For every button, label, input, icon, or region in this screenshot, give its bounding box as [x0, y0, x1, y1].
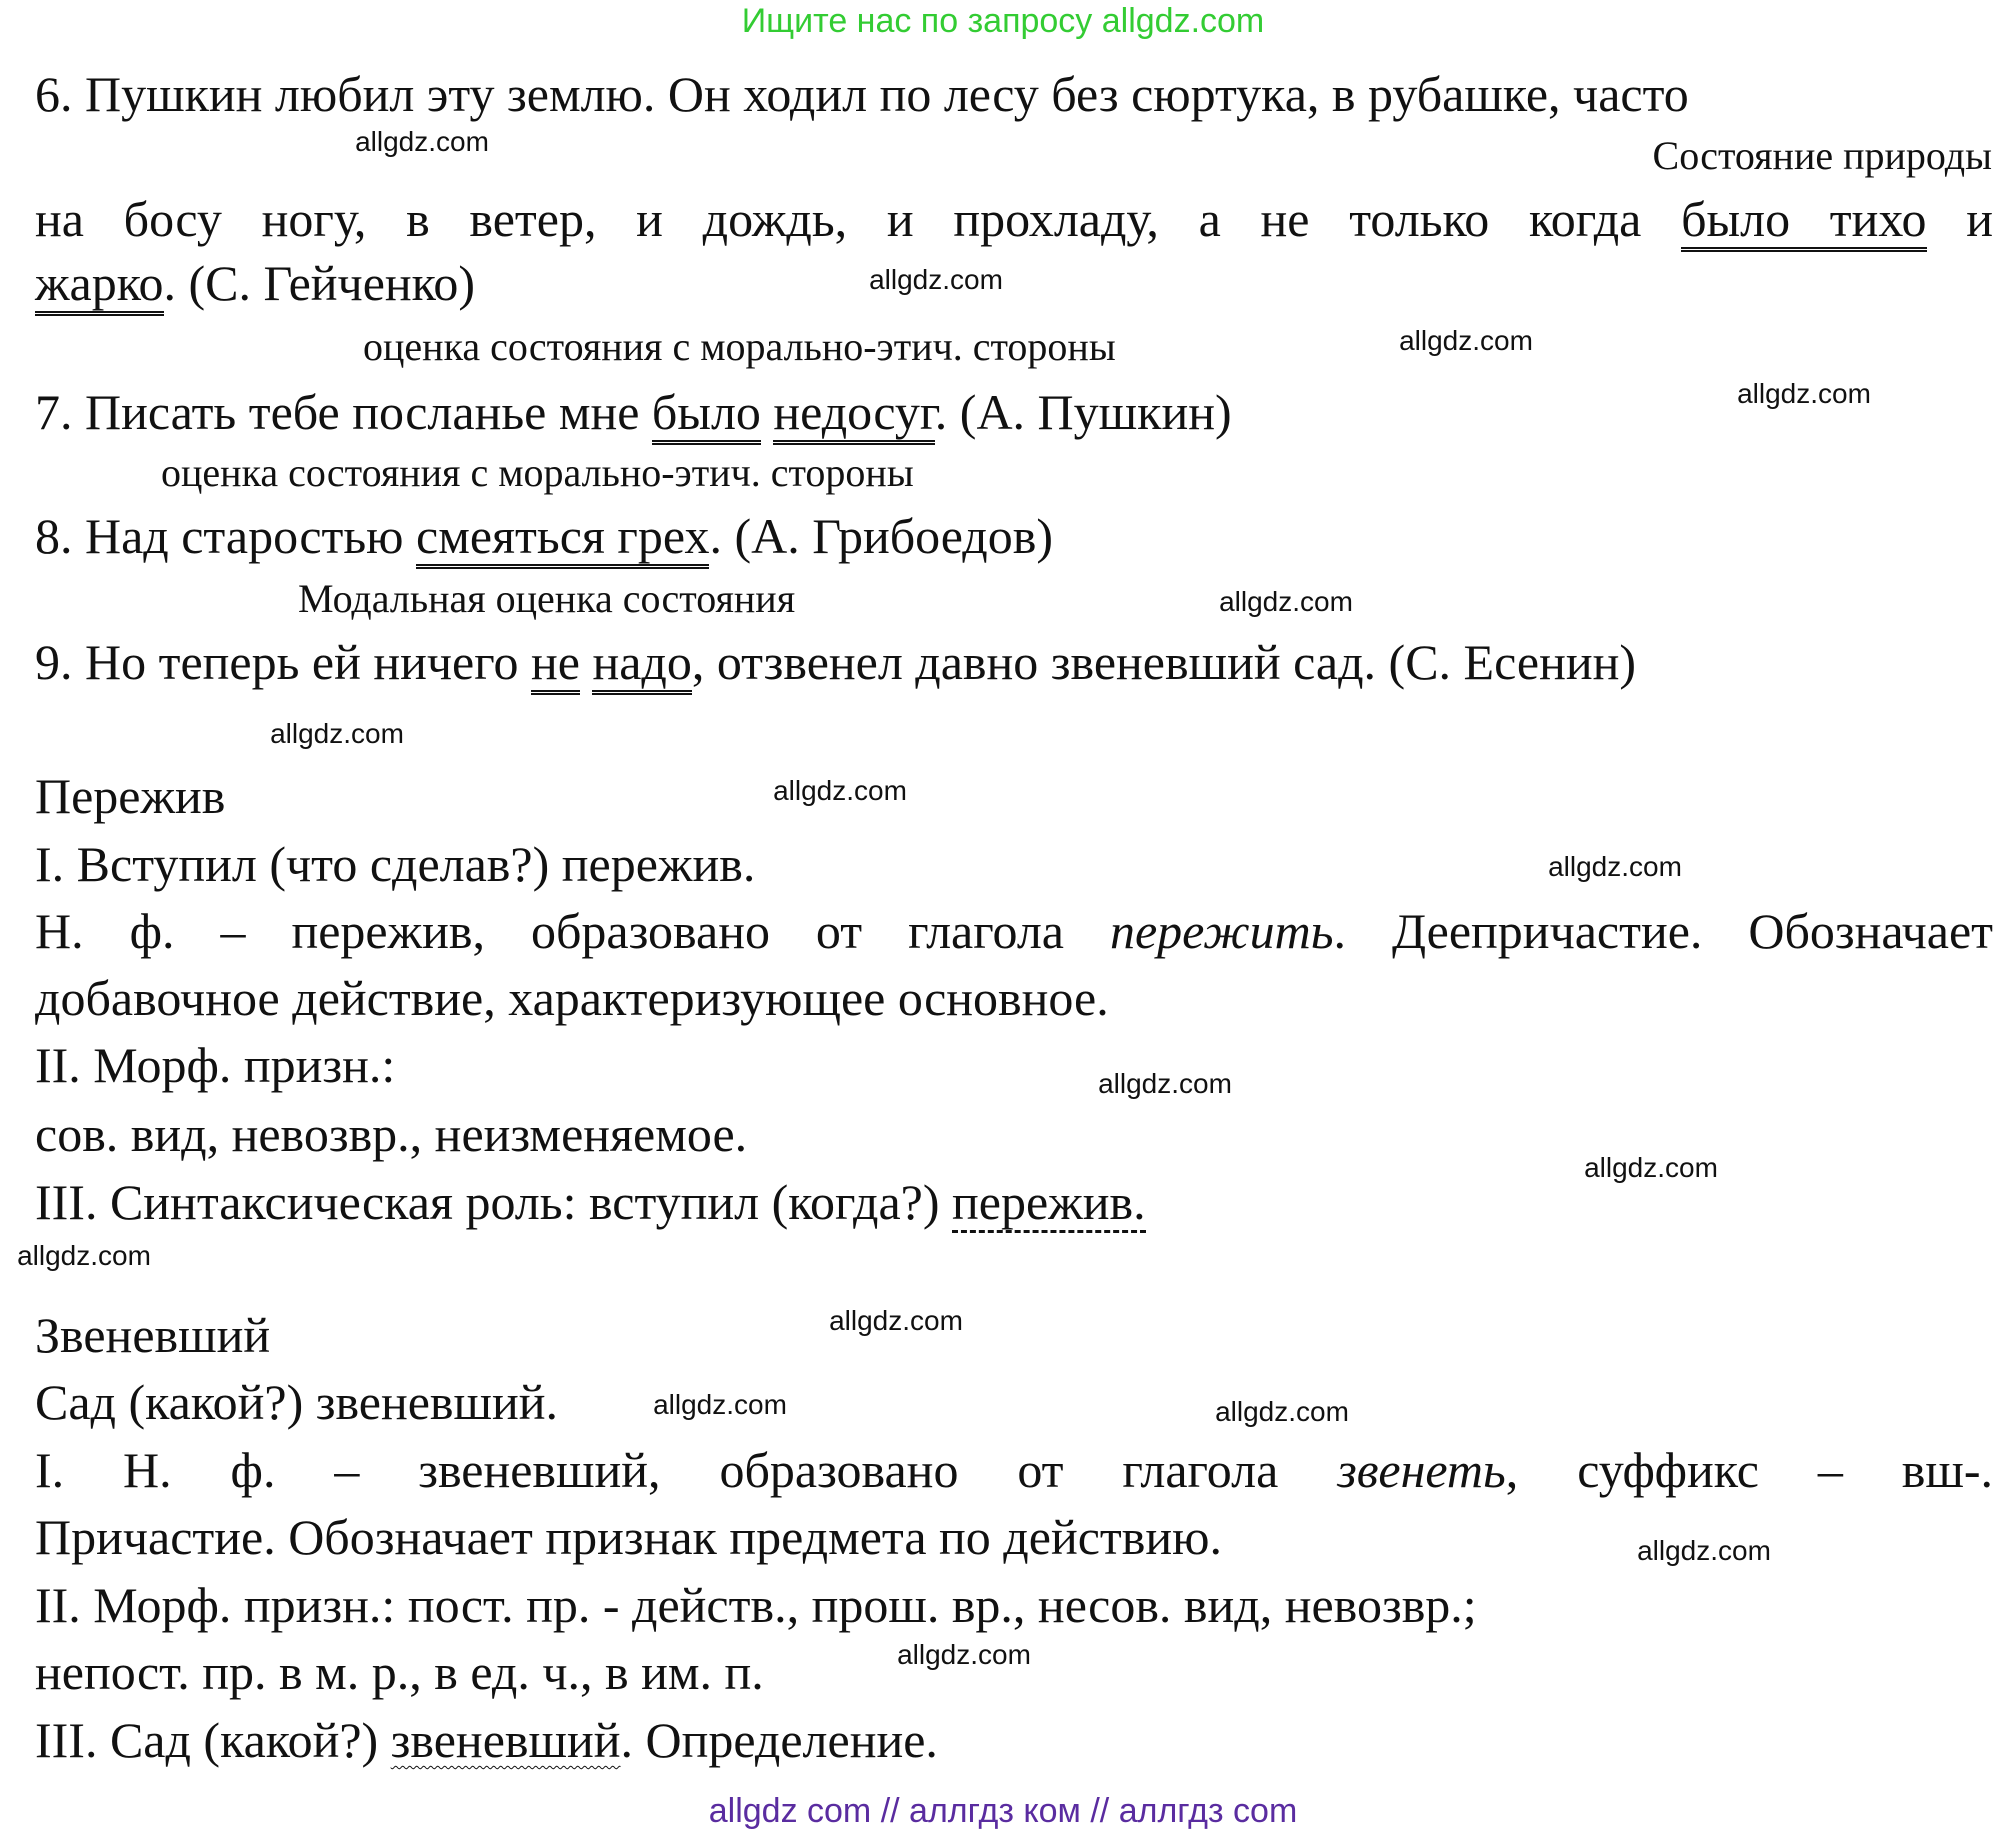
section-title-perezhiv: Пережив [35, 768, 226, 824]
note-7: оценка состояния с морально-этич. стороны [161, 450, 914, 495]
text: . (С. Гейченко) [163, 255, 476, 311]
predicate-underline: недосуг [773, 384, 934, 445]
sentence-6-line-2 [35, 189, 1993, 249]
p2-line-5: непост. пр. в м. р., в ед. ч., в им. п. [35, 1644, 764, 1700]
text: , суффикс – вш-. [1505, 1442, 1994, 1498]
watermark: allgdz.com [653, 1389, 787, 1420]
text: I. Н. ф. – звеневший, образовано от глагола [35, 1442, 1279, 1498]
p1-line-2 [35, 901, 1993, 961]
text: . (А. Пушкин) [934, 384, 1232, 440]
p1-line-4: II. Морф. призн.: [35, 1037, 396, 1093]
adverbial-underline: пережив. [952, 1174, 1146, 1233]
p1-line-6 [35, 1172, 1146, 1232]
watermark: allgdz.com [869, 264, 1003, 295]
sentence-7 [35, 382, 1232, 442]
text: . Деепричастие. Обозначает [1333, 903, 1994, 959]
text: на босу ногу, в ветер, и дождь, и прохладу, а не только когда [35, 191, 1642, 247]
text: . Определение. [620, 1712, 938, 1768]
sentence-6-line-3 [35, 253, 475, 313]
italic-word: звенеть [1337, 1442, 1506, 1498]
header-banner: Ищите нас по запросу allgdz.com [741, 2, 1265, 40]
p1-line-3: добавочное действие, характеризующее основное. [35, 970, 1109, 1026]
text: III. Синтаксическая роль: вступил (когда?) [35, 1174, 953, 1230]
watermark: allgdz.com [270, 718, 404, 749]
watermark: allgdz.com [1098, 1068, 1232, 1099]
text: 9. Но теперь ей ничего [35, 634, 531, 690]
predicate-underline: было [652, 384, 761, 445]
predicate-underline: надо [592, 634, 691, 695]
sentence-9 [35, 632, 1636, 692]
watermark: allgdz.com [897, 1639, 1031, 1670]
sentence-8 [35, 506, 1053, 566]
p2-line-6 [35, 1710, 938, 1770]
p2-line-2 [35, 1440, 1993, 1500]
watermark: allgdz.com [1399, 325, 1533, 356]
p1-line-1: I. Вступил (что сделав?) пережив. [35, 836, 756, 892]
text: . (А. Грибоедов) [709, 508, 1054, 564]
footer-banner: allgdz com // аллгдз ком // аллгдз com [708, 1792, 1298, 1830]
watermark: allgdz.com [1548, 851, 1682, 882]
watermark: allgdz.com [1637, 1535, 1771, 1566]
watermark: allgdz.com [829, 1305, 963, 1336]
watermark: allgdz.com [1584, 1152, 1718, 1183]
note-6: оценка состояния с морально-этич. стороны [363, 324, 1116, 369]
text [580, 634, 593, 690]
predicate-underline: было тихо [1681, 191, 1926, 252]
watermark: allgdz.com [355, 126, 489, 157]
watermark: allgdz.com [773, 775, 907, 806]
text: Н. ф. – пережив, образовано от глагола [35, 903, 1064, 959]
text: , отзвенел давно звеневший сад. (С. Есенин) [691, 634, 1637, 690]
watermark: allgdz.com [1737, 378, 1871, 409]
text: III. Сад (какой?) [35, 1712, 391, 1768]
note-state-nature: Состояние природы [1652, 133, 1992, 178]
text [761, 384, 774, 440]
p1-line-5: сов. вид, невозвр., неизменяемое. [35, 1106, 748, 1162]
watermark: allgdz.com [1219, 586, 1353, 617]
sentence-6-line-1: 6. Пушкин любил эту землю. Он ходил по лесу без сюртука, в рубашке, часто [35, 66, 1689, 122]
italic-word: пережить [1109, 903, 1334, 959]
p2-line-4: II. Морф. призн.: пост. пр. - действ., прош. вр., несов. вид, невозвр.; [35, 1577, 1477, 1633]
predicate-underline: смеяться грех [416, 508, 709, 569]
attribute-underline: звеневший [390, 1712, 621, 1768]
predicate-underline: жарко [35, 255, 164, 316]
p2-line-3: Причастие. Обозначает признак предмета по действию. [35, 1509, 1222, 1565]
text: и [1966, 191, 1993, 247]
text: 7. Писать тебе посланье мне [35, 384, 652, 440]
p2-line-1: Сад (какой?) звеневший. [35, 1374, 559, 1430]
watermark: allgdz.com [17, 1240, 151, 1271]
watermark: allgdz.com [1215, 1396, 1349, 1427]
note-8: Модальная оценка состояния [298, 576, 796, 621]
text: 8. Над старостью [35, 508, 417, 564]
predicate-underline: не [531, 634, 580, 695]
section-title-zvenevshiy: Звеневший [35, 1307, 271, 1363]
